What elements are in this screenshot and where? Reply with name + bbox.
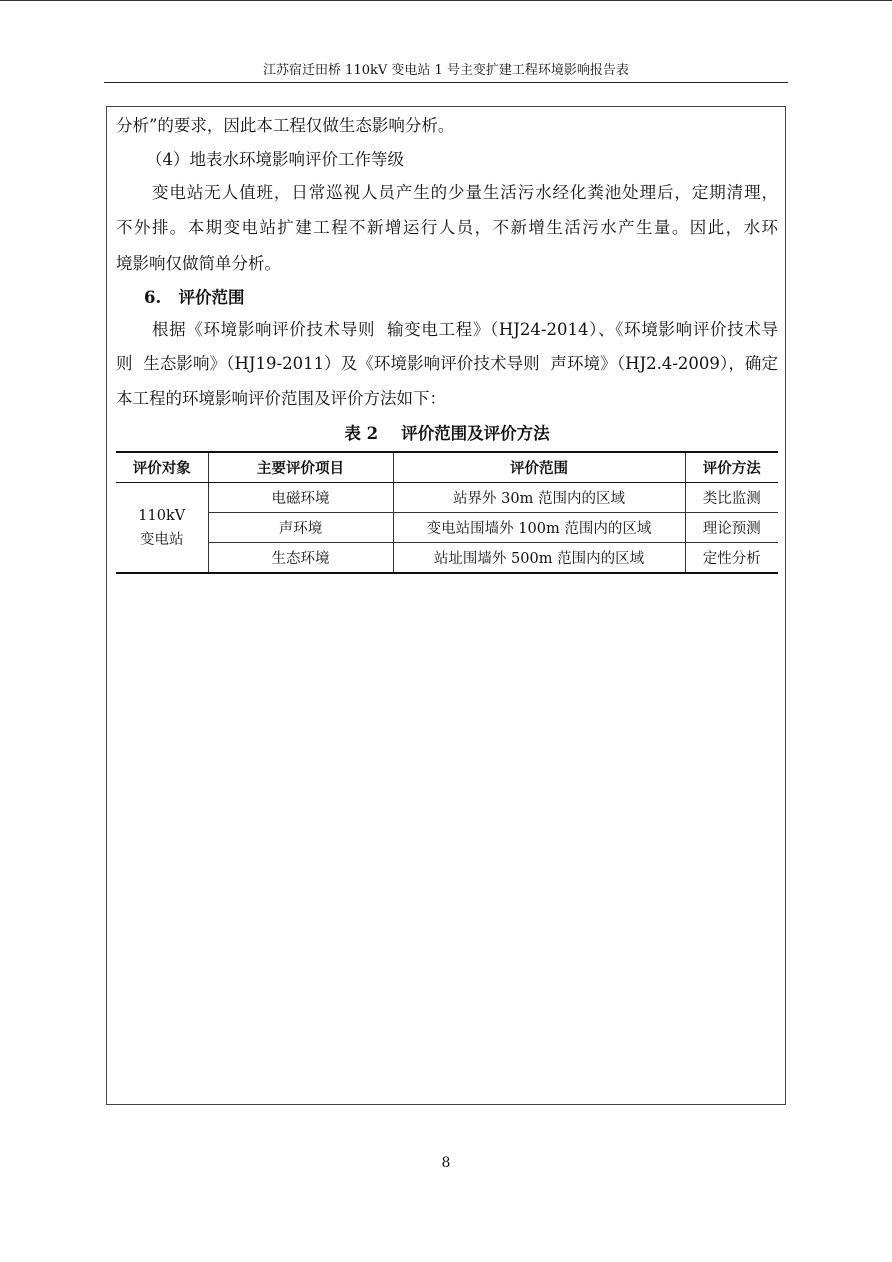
column-header: 主要评价项目 [208, 452, 393, 483]
paragraph-line: 不外排。本期变电站扩建工程不新增运行人员，不新增生活污水产生量。因此，水环 [116, 218, 778, 237]
table-row [116, 483, 778, 513]
evaluation-table [116, 451, 778, 574]
table-cell: 理论预测 [685, 513, 778, 543]
paragraph-line: 分析”的要求，因此本工程仅做生态影响分析。 [116, 116, 455, 135]
page-number: 8 [441, 1155, 451, 1171]
column-header: 评价方法 [685, 452, 778, 483]
table-cell: 站界外 30m 范围内的区域 [393, 483, 685, 513]
evaluation-object-cell [116, 483, 208, 574]
header-rule [104, 82, 788, 83]
object-name: 110kV [138, 507, 186, 524]
table-row [116, 543, 778, 574]
paragraph-line: 变电站无人值班，日常巡视人员产生的少量生活污水经化粪池处理后，定期清理， [152, 183, 778, 202]
column-header: 评价对象 [116, 452, 208, 483]
section-subheading: （4）地表水环境影响评价工作等级 [146, 150, 404, 169]
table-cell: 类比监测 [685, 483, 778, 513]
table-cell: 定性分析 [685, 543, 778, 574]
paragraph-line: 则 生态影响》（HJ19-2011）及《环境影响评价技术导则 声环境》（HJ2.4-2009），确定 [116, 354, 778, 373]
column-header: 评价范围 [393, 452, 685, 483]
table-row [116, 513, 778, 543]
table-caption: 表 2 评价范围及评价方法 [344, 424, 550, 443]
table-cell: 站址围墙外 500m 范围内的区域 [393, 543, 685, 574]
table-cell: 声环境 [208, 513, 393, 543]
top-border-line [0, 0, 892, 1]
table-cell: 电磁环境 [208, 483, 393, 513]
section-heading: 6. 评价范围 [144, 288, 245, 307]
table-header-row [116, 452, 778, 483]
running-header: 江苏宿迁田桥 110kV 变电站 1 号主变扩建工程环境影响报告表 [263, 63, 629, 78]
paragraph-line: 本工程的环境影响评价范围及评价方法如下： [116, 389, 446, 408]
paragraph-line: 根据《环境影响评价技术导则 输变电工程》（HJ24-2014）、《环境影响评价技术导 [152, 320, 778, 339]
object-type: 变电站 [140, 531, 184, 548]
paragraph-line: 境影响仅做简单分析。 [116, 254, 281, 273]
table-cell: 变电站围墙外 100m 范围内的区域 [393, 513, 685, 543]
table-cell: 生态环境 [208, 543, 393, 574]
